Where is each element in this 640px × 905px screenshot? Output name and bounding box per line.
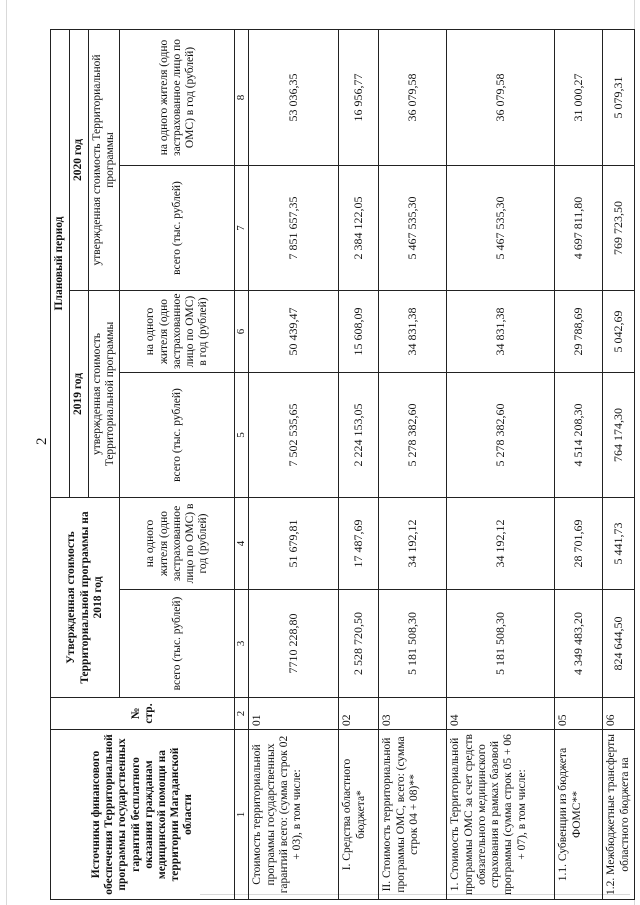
- value-cell: 34 831,38: [379, 291, 447, 373]
- value-cell: 7710 228,80: [249, 590, 339, 698]
- table-row: [603, 29, 634, 899]
- value-cell: 34 192,12: [447, 498, 555, 590]
- value-cell: 4 697 811,80: [555, 166, 603, 291]
- column-index: 4: [235, 498, 249, 590]
- value-cell: 769 723,50: [603, 166, 634, 291]
- value-cell: 31 000,27: [555, 29, 603, 165]
- value-cell: 29 788,69: [555, 291, 603, 373]
- column-index: 8: [235, 29, 249, 165]
- value-cell: 15 608,09: [339, 291, 379, 373]
- value-cell: 5 181 508,30: [447, 590, 555, 698]
- value-cell: 2 384 122,05: [339, 166, 379, 291]
- value-cell: 50 439,47: [249, 291, 339, 373]
- value-cell: 5 278 382,60: [379, 373, 447, 498]
- column-index: 6: [235, 291, 249, 373]
- value-cell: 5 181 508,30: [379, 590, 447, 698]
- value-cell: 36 079,58: [447, 29, 555, 165]
- table-row: [447, 29, 555, 899]
- scan-edge-left: [6, 0, 7, 905]
- header-planning-period: Плановый период: [51, 29, 70, 497]
- value-cell: 2 224 153,05: [339, 373, 379, 498]
- row-name: 1. Стоимость Территориальной программы ОМС за счет средств обязательного медицинского страхования в рамках базовой программы (сумма строк 05 + 06 + 07), в том числе:: [447, 730, 555, 900]
- value-cell: 5 441,73: [603, 498, 634, 590]
- header-row-1: [51, 29, 70, 899]
- value-cell: 5 079,31: [603, 29, 634, 165]
- value-cell: 764 174,30: [603, 373, 634, 498]
- header-approved-program-2020: утвержденная стоимость Территориальной программы: [89, 29, 120, 290]
- value-cell: 2 528 720,50: [339, 590, 379, 698]
- column-index-row: [235, 29, 249, 899]
- table-row: [249, 29, 339, 899]
- header-approved-2018: Утвержденная стоимость Территориальной программы на 2018 год: [51, 498, 120, 698]
- row-code: 05: [555, 698, 603, 730]
- row-name: Стоимость территориальной программы государственных гарантий всего: (сумма строк 02 + 03), в том числе:: [249, 730, 339, 900]
- value-cell: 34 192,12: [379, 498, 447, 590]
- value-cell: 824 644,50: [603, 590, 634, 698]
- value-cell: 5 278 382,60: [447, 373, 555, 498]
- value-cell: 28 701,69: [555, 498, 603, 590]
- header-per-capita-2019: на одного жителя (одно застрахованное лицо по ОМС) в год (рублей): [120, 291, 235, 373]
- column-index: 5: [235, 373, 249, 498]
- value-cell: 36 079,58: [379, 29, 447, 165]
- row-name: II. Стоимость территориальной программы ОМС, всего: (сумма строк 04 + 08)**: [379, 730, 447, 900]
- row-code: 04: [447, 698, 555, 730]
- row-name: 1.2. Межбюджетные трансферты областного бюджета на: [603, 730, 634, 900]
- column-index: 3: [235, 590, 249, 698]
- row-name: 1.1. Субвенции из бюджета ФОМС**: [555, 730, 603, 900]
- value-cell: 17 487,69: [339, 498, 379, 590]
- value-cell: 4 514 208,30: [555, 373, 603, 498]
- header-per-capita-2018: на одного жителя (одно застрахованное лицо по ОМС) в год (рублей): [120, 498, 235, 590]
- page-number: 2: [34, 437, 50, 445]
- header-total-2019: всего (тыс. рублей): [120, 373, 235, 498]
- row-code: 03: [379, 698, 447, 730]
- header-source: Источники финансового обеспечения Территориальной программы государственных гарантий бесплатного оказания гражданам медицинской помощи на территории Магаданской области: [51, 730, 235, 900]
- header-total-2020: всего (тыс. рублей): [120, 166, 235, 291]
- row-code: 06: [603, 698, 634, 730]
- value-cell: 5 042,69: [603, 291, 634, 373]
- value-cell: 5 467 535,30: [447, 166, 555, 291]
- header-approved-program-2019: утвержденная стоимость Территориальной программы: [89, 291, 120, 498]
- row-code: 02: [339, 698, 379, 730]
- value-cell: 5 467 535,30: [379, 166, 447, 291]
- table-row: [379, 29, 447, 899]
- value-cell: 7 851 657,35: [249, 166, 339, 291]
- row-code: 01: [249, 698, 339, 730]
- header-total-2018: всего (тыс. рублей): [120, 590, 235, 698]
- table-row: [339, 29, 379, 899]
- header-year-2020: 2020 год: [70, 29, 89, 290]
- value-cell: 51 679,81: [249, 498, 339, 590]
- value-cell: 16 956,77: [339, 29, 379, 165]
- table-row: [555, 29, 603, 899]
- value-cell: 7 502 535,65: [249, 373, 339, 498]
- value-cell: 53 036,35: [249, 29, 339, 165]
- header-year-2019: 2019 год: [70, 291, 89, 498]
- row-name: I. Средства областного бюджета*: [339, 730, 379, 900]
- financing-table: [50, 29, 635, 900]
- column-index: 7: [235, 166, 249, 291]
- rotated-page: [50, 30, 631, 900]
- column-index: 1: [235, 730, 249, 900]
- value-cell: 34 831,38: [447, 291, 555, 373]
- value-cell: 4 349 483,20: [555, 590, 603, 698]
- header-per-capita-2020: на одного жителя (одно застрахованное лицо по ОМС) в год (рублей): [120, 29, 235, 165]
- header-line-no: № стр.: [51, 698, 235, 730]
- column-index: 2: [235, 698, 249, 730]
